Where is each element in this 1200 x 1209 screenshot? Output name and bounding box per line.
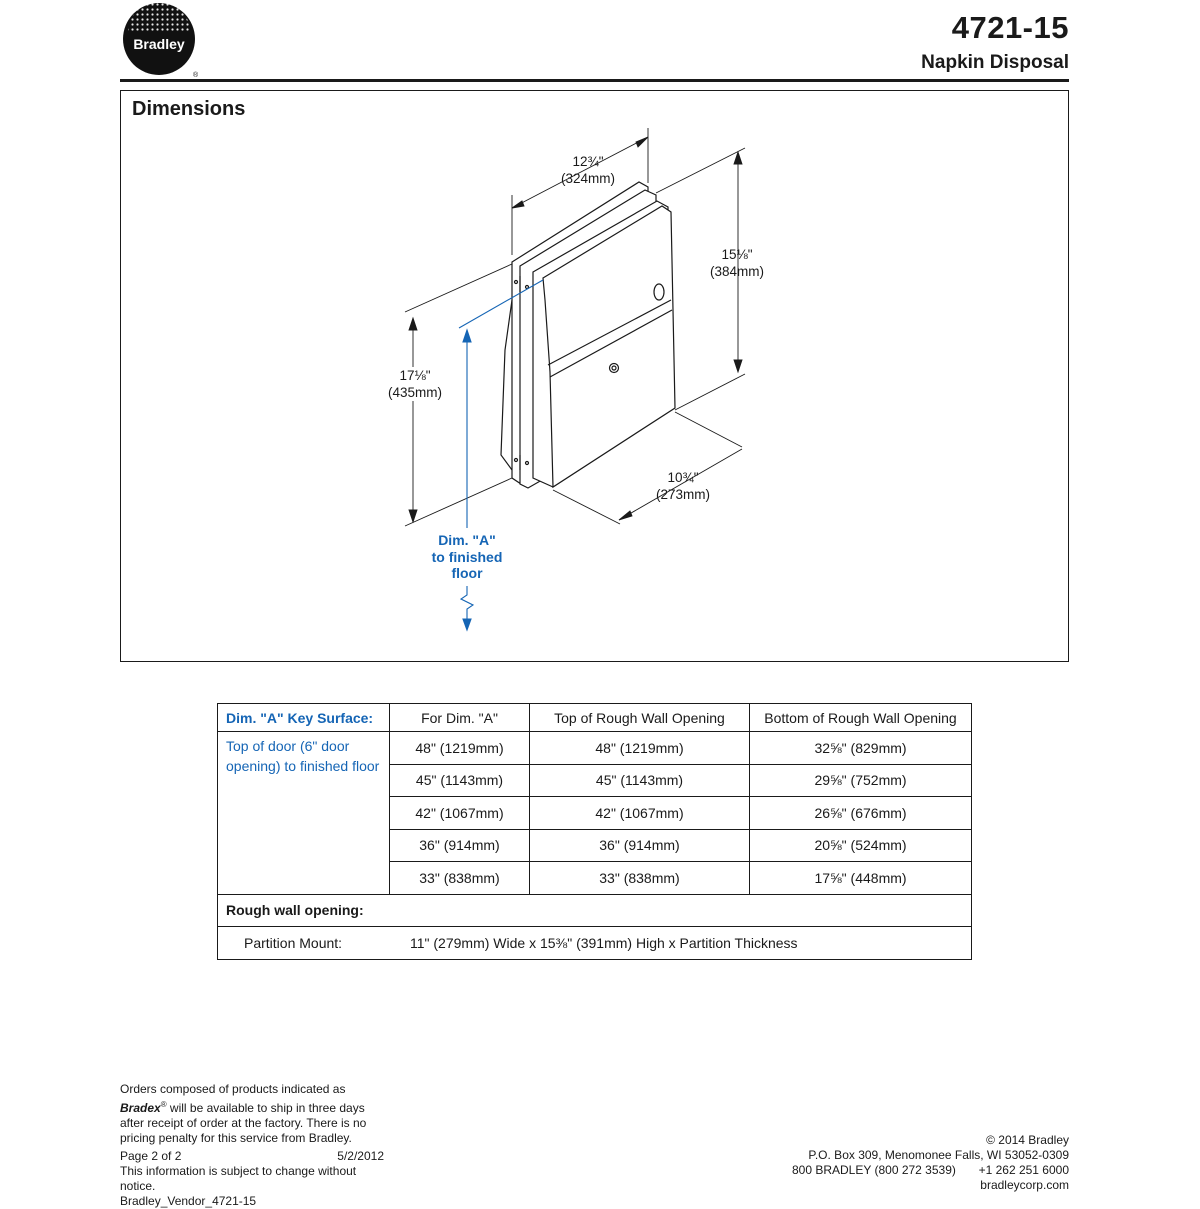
top-opening-cell: 45" (1143mm) [530,764,750,797]
dim-a-cell: 45" (1143mm) [390,764,530,797]
bradley-logo [120,2,198,80]
website-link[interactable]: bradleycorp.com [980,1178,1069,1192]
document-number: 4721-15 [951,10,1069,45]
table-header-top-opening: Top of Rough Wall Opening [530,704,750,732]
rough-wall-title-row [218,894,972,927]
international-phone: +1 262 251 6000 [978,1163,1069,1177]
bottom-opening-cell: 26⅝" (676mm) [750,797,972,830]
bottom-opening-cell: 17⅝" (448mm) [750,862,972,895]
dim-a-cell: 48" (1219mm) [390,732,530,765]
logo-wordmark: Bradley [133,36,185,52]
partition-mount-label: Partition Mount: [244,934,343,951]
bottom-opening-cell: 20⅝" (524mm) [750,829,972,862]
company-contact [792,1133,1069,1193]
change-notice: This information is subject to change without notice. [120,1164,357,1193]
table-header-bottom-opening: Bottom of Rough Wall Opening [750,704,972,732]
table-header-dim-a: For Dim. "A" [390,704,530,732]
page-number: Page 2 of 2 [120,1149,182,1163]
top-opening-cell: 42" (1067mm) [530,797,750,830]
dimension-table [217,703,972,960]
table-header-key-surface: Dim. "A" Key Surface: [218,704,390,732]
table-header-row [218,704,972,732]
dim-a-cell: 33" (838mm) [390,862,530,895]
bradex-shipping-note: Orders composed of products indicated as Bradex® will be available to ship in three days after receipt of order at the factory. There is no pricing penalty for this service from Bradley. [120,1082,367,1145]
bottom-opening-cell: 32⅝" (829mm) [750,732,972,765]
toll-free-phone: 800 BRADLEY (800 272 3539) [791,1163,956,1177]
depth-dimension-label: 10¾" (273mm) [655,470,710,502]
key-surface-description: Top of door (6" door opening) to finished floor [218,732,390,895]
file-name: Bradley_Vendor_4721-15 [120,1194,257,1208]
dimensions-heading: Dimensions [132,98,246,120]
svg-text:®: ® [193,72,198,79]
copyright: © 2014 Bradley [986,1133,1069,1147]
partition-mount-value: 11" (279mm) Wide x 15⅜" (391mm) High x Partition Thickness [410,934,798,951]
table-row [218,732,972,765]
dim-a-label: Dim. "A" to finished floor [431,532,503,581]
disposal-unit-outline [501,182,675,488]
top-opening-cell: 48" (1219mm) [530,732,750,765]
width-dimension-label: 12¾" (324mm) [560,154,615,186]
top-opening-cell: 36" (914mm) [530,829,750,862]
rough-wall-title: Rough wall opening: [218,894,972,927]
mailing-address: P.O. Box 309, Menomonee Falls, WI 53052-0309 [808,1148,1069,1162]
document-meta [120,1149,384,1209]
overall-height-dimension-label: 17⅛" (435mm) [375,367,455,401]
dim-a-cell: 42" (1067mm) [390,797,530,830]
bradex-brand: Bradex [120,1101,161,1115]
top-opening-cell: 33" (838mm) [530,862,750,895]
dim-a-cell: 36" (914mm) [390,829,530,862]
header-divider [120,79,1069,82]
bottom-opening-cell: 29⅝" (752mm) [750,764,972,797]
partition-mount-row [218,927,972,960]
height-dimension-label: 15⅛" (384mm) [709,247,764,279]
document-title: Napkin Disposal [921,52,1069,73]
revision-date: 5/2/2012 [337,1149,384,1163]
